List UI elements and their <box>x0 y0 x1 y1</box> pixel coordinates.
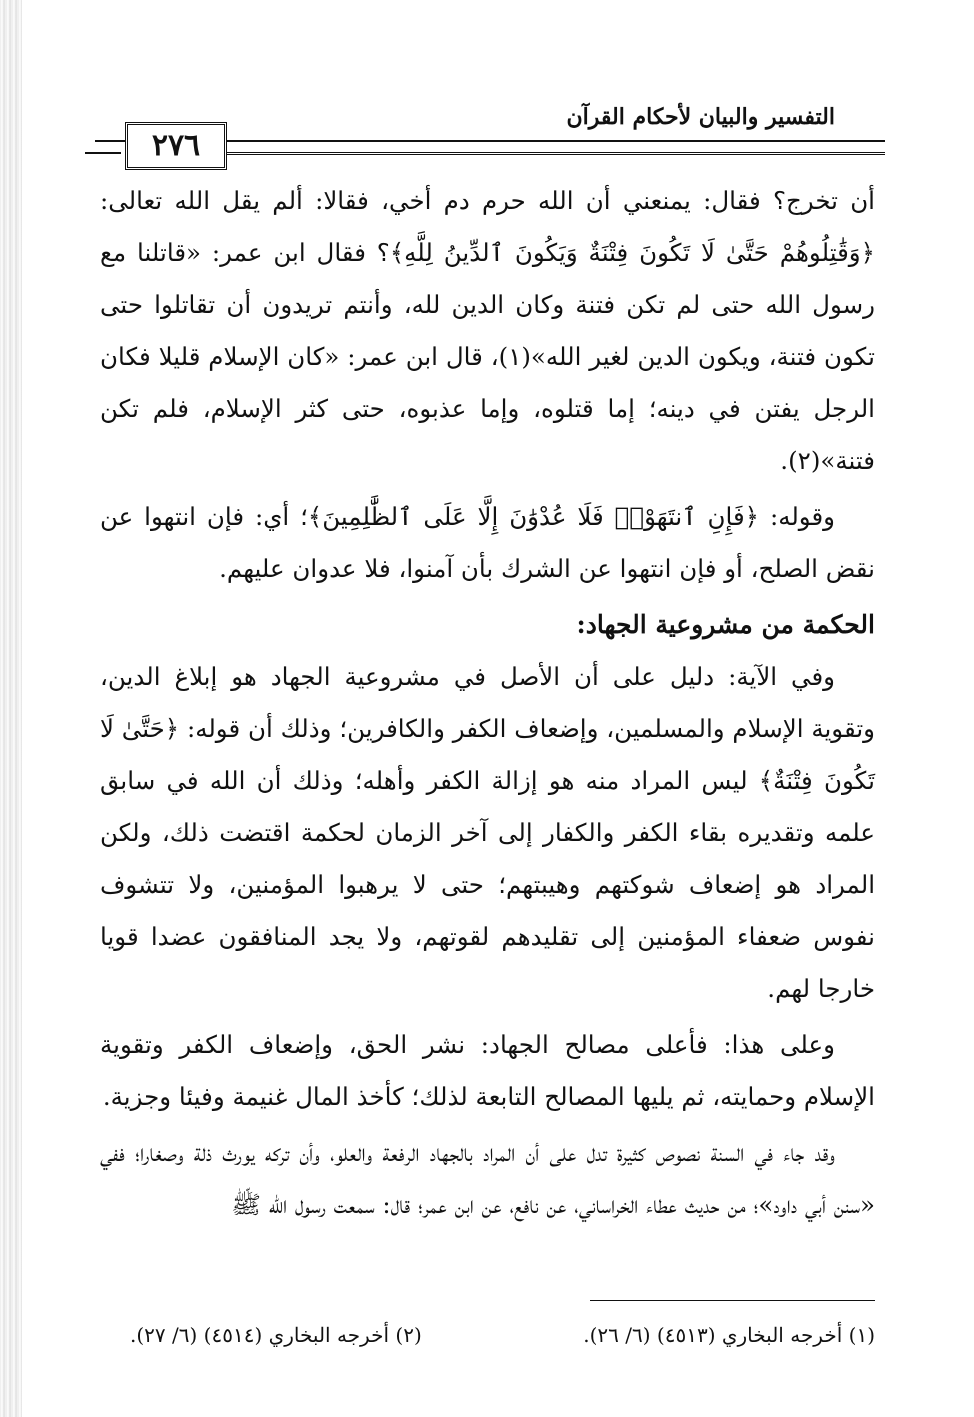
paragraph-5: وقد جاء في السنة نصوص كثيرة تدل على أن المراد بالجهاد الرفعة والعلو، وأن تركه يورث ذلة وصغارا؛ ففي «سنن أبي داود»؛ من حديث عطاء الخراساني، عن نافع، عن ابن عمر؛ قال: سمعت رسول الله ﷺ <box>100 1138 875 1219</box>
paragraph-1: أن تخرج؟ فقال: يمنعني أن الله حرم دم أخي، فقالا: ألم يقل الله تعالى: ﴿وَقَٰتِلُوهُمْ حَتَّىٰ لَا تَكُونَ فِتْنَةٌ وَيَكُونَ ٱلدِّينُ لِلَّهِ﴾؟ فقال ابن عمر: «قاتلنا مع رسول الله حتى لم تكن فتنة وكان الدين لله، وأنتم تريدون أن تقاتلوا حتى تكون فتنة، ويكون الدين لغير الله»(١)، قال ابن عمر: «كان الإسلام قليلا فكان الرجل يفتن في دينه؛ إما قتلوه، وإما عذبوه، حتى كثر الإسلام، فلم تكن فتنة»(٢). <box>100 186 875 475</box>
header-double-rule <box>227 152 885 155</box>
section-heading: الحكمة من مشروعية الجهاد: <box>576 610 875 639</box>
page-header <box>95 100 885 180</box>
footnotes <box>130 1318 875 1352</box>
book-title: التفسير والبيان لأحكام القرآن <box>566 104 835 130</box>
paragraph-4: وعلى هذا: فأعلى مصالح الجهاد: نشر الحق، وإضعاف الكفر وتقوية الإسلام وحمايته، ثم يليها المصالح التابعة لذلك؛ كأخذ المال غنيمة وفيئا وجزية. <box>100 1030 875 1111</box>
footnote-1: (١) أخرجه البخاري (٤٥١٣) (٦/ ٢٦). <box>583 1323 875 1347</box>
header-rule-left <box>85 152 121 154</box>
footnote-2: (٢) أخرجه البخاري (٤٥١٤) (٦/ ٢٧). <box>130 1323 422 1347</box>
scan-edge-texture <box>0 0 22 1417</box>
page-number: ٢٧٦ <box>125 122 227 170</box>
paragraph-3: وفي الآية: دليل على أن الأصل في مشروعية الجهاد هو إبلاغ الدين، وتقوية الإسلام والمسلمين، وإضعاف الكفر والكافرين؛ وذلك أن قوله: ﴿حَتَّىٰ لَا تَكُونَ فِتْنَةٌ﴾ ليس المراد منه هو إزالة الكفر وأهله؛ وذلك أن الله في سابق علمه وتقديره بقاء الكفر والكفار إلى آخر الزمان لحكمة اقتضت ذلك، ولكن المراد هو إضعاف شوكتهم وهيبتهم؛ حتى لا يرهبوا المؤمنين، ولا تتشوف نفوس ضعفاء المؤمنين إلى تقليدهم لقوتهم، ولا يجد المنافقون عضدا قويا خارجا لهم. <box>100 662 875 1003</box>
footnote-separator <box>590 1300 875 1301</box>
page-body <box>100 175 875 1235</box>
paragraph-2: وقوله: ﴿فَإِنِ ٱنتَهَوْا۟ فَلَا عُدْوَٰنَ إِلَّا عَلَى ٱلظَّٰلِمِينَ﴾؛ أي: فإن انتهوا عن نقض الصلح، أو فإن انتهوا عن الشرك بأن آمنوا، فلا عدوان عليهم. <box>100 502 875 583</box>
